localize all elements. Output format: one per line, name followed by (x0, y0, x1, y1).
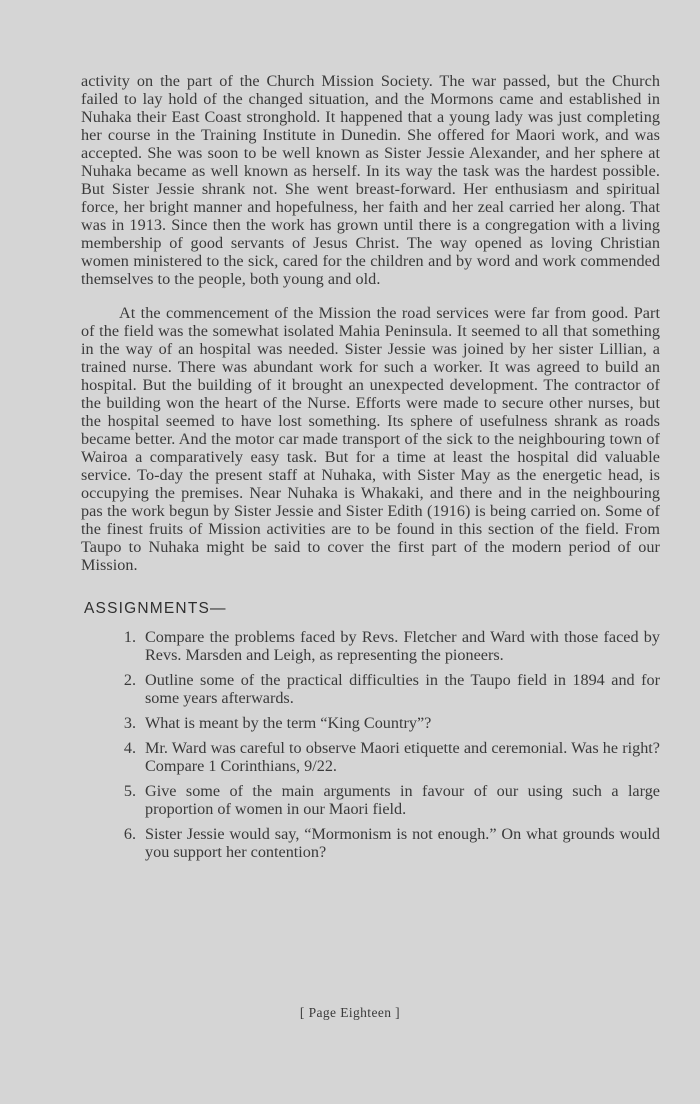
body-paragraph-2: At the commencement of the Mission the road services were far from good. Part of the field was the somewhat isolated Mahia Peninsula. It seemed to all that something in the way of an hospital was needed. Sister Jessie was joined by her sister Lillian, a trained nurse. There was abundant work for such a worker. It was agreed to build an hospital. But the building of it brought an unexpected development. The contractor of the building won the heart of the Nurse. Efforts were made to secure other nurses, but the hospital seemed to have lost something. Its sphere of usefulness shrank as roads became better. And the motor car made transport of the sick to the neighbouring town of Wairoa a comparatively easy task. But for a time at least the hospital did valuable service. To-day the present staff at Nuhaka, with Sister May as the energetic head, is occupying the premises. Near Nuhaka is Whakaki, and there and in the neighbouring pas the work begun by Sister Jessie and Sister Edith (1916) is being carried on. Some of the finest fruits of Mission activities are to be found in this section of the field. From Taupo to Nuhaka might be said to cover the first part of the modern period of our Mission. (81, 304, 660, 574)
assignment-item (81, 825, 660, 861)
assignment-item (81, 739, 660, 775)
assignment-text: Mr. Ward was careful to observe Maori etiquette and ceremonial. Was he right? Compare 1 Corinthians, 9/22. (145, 739, 660, 775)
assignment-number: 6. (123, 825, 136, 843)
assignment-text: Give some of the main arguments in favour of our using such a large proportion of women in our Maori field. (145, 782, 660, 818)
assignment-text: Compare the problems faced by Revs. Fletcher and Ward with those faced by Revs. Marsden and Leigh, as representing the pioneers. (145, 628, 660, 664)
assignment-number: 4. (123, 739, 136, 757)
page-number-footer: [ Page Eighteen ] (299, 1005, 401, 1020)
assignments-heading: ASSIGNMENTS— (84, 600, 227, 617)
assignments-list (81, 628, 660, 861)
assignment-text: Sister Jessie would say, “Mormonism is not enough.” On what grounds would you support her contention? (145, 825, 660, 861)
assignment-number: 2. (123, 671, 136, 689)
assignment-item (81, 628, 660, 664)
assignment-text: Outline some of the practical difficulties in the Taupo field in 1894 and for some years afterwards. (145, 671, 660, 707)
assignment-number: 3. (123, 714, 136, 732)
assignment-item (81, 782, 660, 818)
assignment-item (81, 714, 660, 732)
assignment-number: 1. (123, 628, 136, 646)
assignment-text: What is meant by the term “King Country”? (145, 714, 432, 732)
assignment-item (81, 671, 660, 707)
body-paragraph-1: activity on the part of the Church Mission Society. The war passed, but the Church failed to lay hold of the changed situation, and the Mormons came and established in Nuhaka their East Coast stronghold. It happened that a young lady was just completing her course in the Training Institute in Dunedin. She offered for Maori work, and was accepted. She was soon to be well known as Sister Jessie Alexander, and her sphere at Nuhaka became as well known as herself. In its way the task was the hardest possible. But Sister Jessie shrank not. She went breast-forward. Her enthusiasm and spiritual force, her bright manner and hopefulness, her faith and her zeal carried her along. That was in 1913. Since then the work has grown until there is a congregation with a living membership of good servants of Jesus Christ. The way opened as loving Christian women ministered to the sick, cared for the children and by word and work commended themselves to the people, both young and old. (81, 72, 660, 288)
assignment-number: 5. (123, 782, 136, 800)
